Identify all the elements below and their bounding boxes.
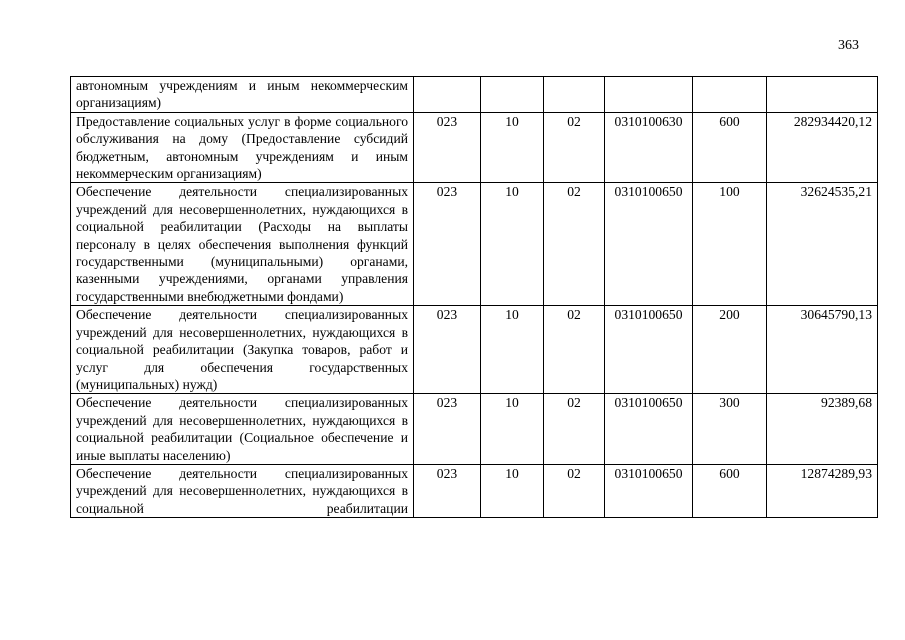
row-target-article: 0310100650 — [605, 394, 693, 465]
row-target-article — [605, 77, 693, 113]
row-expense-type: 600 — [693, 112, 767, 183]
row-grbs: 023 — [414, 464, 481, 517]
row-description: Обеспечение деятельности специализированных учреждений для несовершеннолетних, нуждающихся в социальной реабилитации (Социальное обеспечение и иные выплаты населению) — [71, 394, 414, 465]
table-row — [71, 306, 878, 394]
row-section — [481, 77, 544, 113]
row-description: автономным учреждениям и иным некоммерческим организациям) — [71, 77, 414, 113]
row-expense-type: 300 — [693, 394, 767, 465]
row-target-article: 0310100650 — [605, 183, 693, 306]
row-amount: 92389,68 — [767, 394, 878, 465]
row-subsection: 02 — [544, 306, 605, 394]
row-subsection: 02 — [544, 464, 605, 517]
row-description: Обеспечение деятельности специализированных учреждений для несовершеннолетних, нуждающихся в социальной реабилитации (Закупка товаров, работ и услуг для обеспечения государственных (муниципальных) нужд) — [71, 306, 414, 394]
row-section: 10 — [481, 306, 544, 394]
row-grbs: 023 — [414, 183, 481, 306]
row-target-article: 0310100650 — [605, 306, 693, 394]
row-amount: 12874289,93 — [767, 464, 878, 517]
row-grbs — [414, 77, 481, 113]
row-section: 10 — [481, 394, 544, 465]
row-subsection: 02 — [544, 183, 605, 306]
row-grbs: 023 — [414, 394, 481, 465]
row-target-article: 0310100630 — [605, 112, 693, 183]
row-expense-type: 100 — [693, 183, 767, 306]
table-row — [71, 112, 878, 183]
row-expense-type: 200 — [693, 306, 767, 394]
page-number: 363 — [838, 38, 859, 53]
row-description: Обеспечение деятельности специализированных учреждений для несовершеннолетних, нуждающихся в социальной реабилитации — [76, 465, 408, 516]
row-section: 10 — [481, 464, 544, 517]
row-amount: 30645790,13 — [767, 306, 878, 394]
row-target-article: 0310100650 — [605, 464, 693, 517]
budget-table — [70, 76, 878, 518]
row-amount: 282934420,12 — [767, 112, 878, 183]
table-row — [71, 183, 878, 306]
row-subsection: 02 — [544, 112, 605, 183]
row-expense-type — [693, 77, 767, 113]
row-section: 10 — [481, 183, 544, 306]
row-grbs: 023 — [414, 306, 481, 394]
row-amount: 32624535,21 — [767, 183, 878, 306]
row-section: 10 — [481, 112, 544, 183]
row-subsection: 02 — [544, 394, 605, 465]
table-row — [71, 77, 878, 113]
row-grbs: 023 — [414, 112, 481, 183]
row-amount — [767, 77, 878, 113]
row-expense-type: 600 — [693, 464, 767, 517]
row-description: Обеспечение деятельности специализированных учреждений для несовершеннолетних, нуждающихся в социальной реабилитации (Расходы на выплаты персоналу в целях обеспечения выполнения функций государственными (муниципальными) органами, казенными учреждениями, органами управления государственными внебюджетными фондами) — [71, 183, 414, 306]
table-row — [71, 464, 878, 517]
row-description-cell — [71, 464, 414, 517]
row-subsection — [544, 77, 605, 113]
table-row — [71, 394, 878, 465]
row-description: Предоставление социальных услуг в форме социального обслуживания на дому (Предоставление субсидий бюджетным, автономным учреждениям и иным некоммерческим организациям) — [71, 112, 414, 183]
